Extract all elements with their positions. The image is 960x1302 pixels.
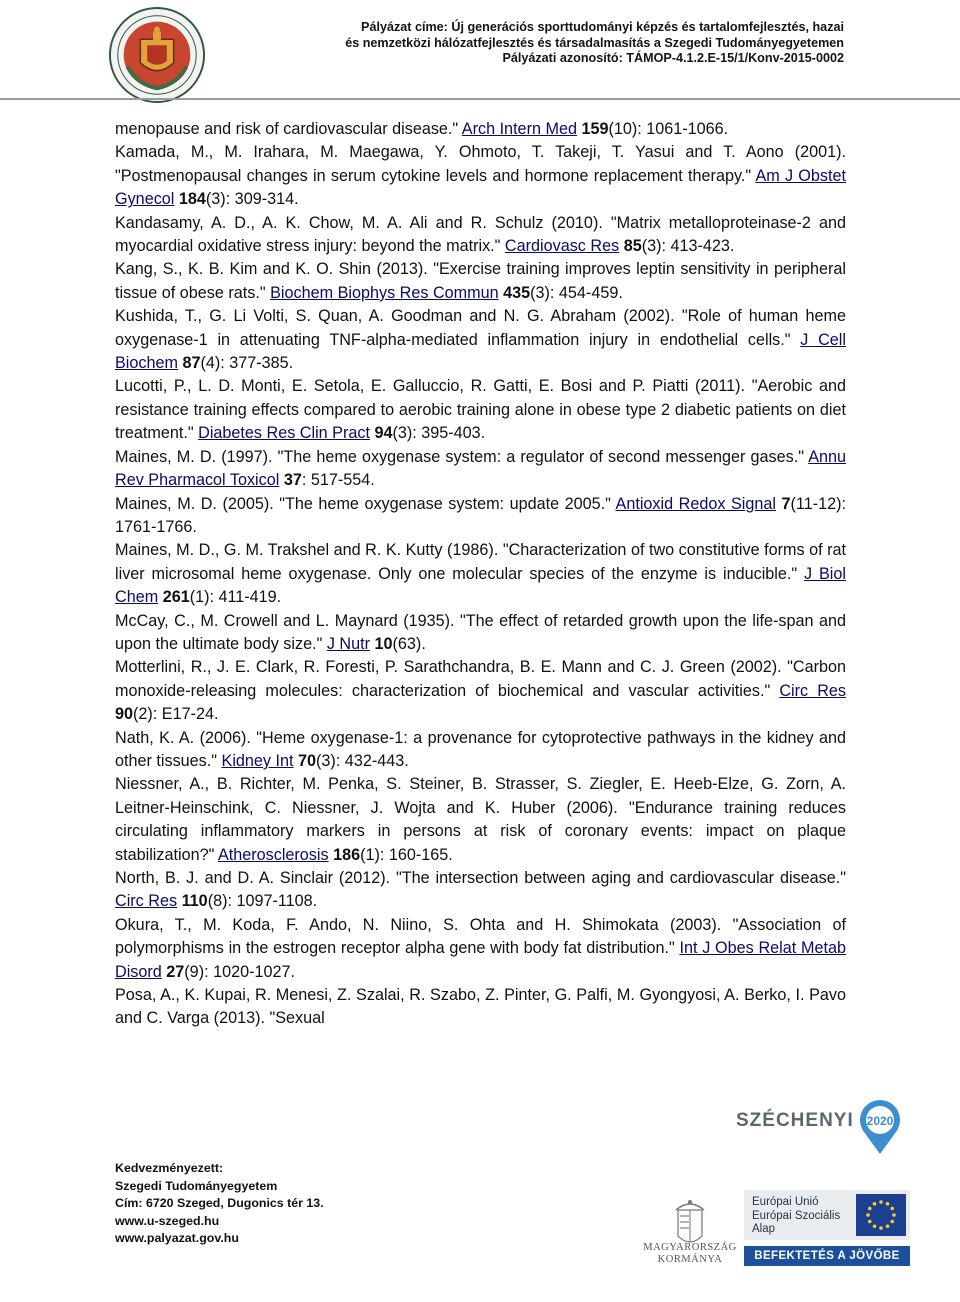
journal-link[interactable]: J Cell Biochem: [115, 330, 846, 373]
journal-link[interactable]: Diabetes Res Clin Pract: [198, 424, 370, 443]
header-divider: [0, 98, 960, 100]
volume-number: 186: [333, 845, 361, 864]
eu-star: [879, 1226, 883, 1230]
reference-text: Nath, K. A. (2006). "Heme oxygenase-1: a provenance for cytoprotective pathways in the kidney and other tissues.": [115, 728, 846, 770]
university-url[interactable]: www.u-szeged.hu: [115, 1213, 220, 1228]
volume-number: 70: [298, 751, 317, 770]
reference-item: [115, 773, 846, 867]
fund-label: Alap: [752, 1223, 776, 1235]
palyazat-url[interactable]: www.palyazat.gov.hu: [115, 1231, 239, 1246]
reference-list: [115, 118, 846, 1031]
reference-text: Motterlini, R., J. E. Clark, R. Foresti, P. Sarathchandra, B. E. Mann and C. J. Green (2002). "Carbon monoxide-releasing molecules: characterization of biochemical and vascular activities.": [115, 658, 846, 700]
journal-link[interactable]: Kidney Int: [221, 751, 294, 770]
reference-text: North, B. J. and D. A. Sinclair (2012). "The intersection between aging and cardiovascular disease.": [115, 869, 846, 887]
volume-number: 27: [166, 962, 185, 981]
journal-link[interactable]: Annu Rev Pharmacol Toxicol: [115, 447, 846, 490]
eu-star: [890, 1220, 894, 1224]
reference-item: [115, 539, 846, 609]
eu-star: [892, 1213, 896, 1217]
reference-item: [115, 610, 846, 657]
project-id: Pályázati azonosító: TÁMOP-4.1.2.E-15/1/Konv-2015-0002: [502, 51, 844, 66]
reference-item: [115, 446, 846, 493]
reference-text: (3): 454-459.: [530, 283, 623, 302]
reference-text: (3): 309-314.: [205, 190, 299, 209]
reference-item: [115, 305, 846, 375]
szechenyi-2020-logo: [736, 1100, 908, 1164]
reference-text: Maines, M. D. (2005). "The heme oxygenase system: update 2005.": [115, 494, 616, 513]
volume-number: 94: [374, 424, 393, 443]
reference-text: (3): 432-443.: [316, 751, 409, 770]
reference-item: [115, 727, 846, 774]
volume-number: 87: [182, 354, 201, 373]
volume-number: 435: [503, 283, 531, 302]
reference-item: [115, 984, 846, 1031]
beneficiary-info: [115, 1160, 324, 1248]
volume-number: 184: [178, 190, 206, 209]
reference-text: (1): 160-165.: [360, 845, 453, 864]
volume-number: 7: [781, 494, 791, 513]
eu-flag-icon: [856, 1194, 906, 1236]
eu-star: [890, 1207, 894, 1211]
eu-star: [873, 1202, 877, 1206]
government-label-line-1: MAGYARORSZÁG: [643, 1242, 737, 1253]
szechenyi-pin-icon: [856, 1098, 904, 1156]
volume-number: 85: [623, 237, 642, 256]
eu-star: [879, 1200, 883, 1204]
eu-fund-logo: [744, 1190, 910, 1240]
eu-star: [873, 1224, 877, 1228]
beneficiary-label: Kedvezményezett:: [115, 1161, 224, 1175]
reference-text: menopause and risk of cardiovascular disease.": [115, 120, 462, 138]
journal-link[interactable]: Am J Obstet Gynecol: [115, 166, 846, 209]
government-label-line-2: KORMÁNYA: [657, 1254, 723, 1265]
eu-star: [886, 1224, 890, 1228]
volume-number: 37: [283, 471, 302, 490]
beneficiary-name: Szegedi Tudományegyetem: [115, 1178, 278, 1193]
reference-text: Maines, M. D., G. M. Trakshel and R. K. Kutty (1986). "Characterization of two constitutive forms of rat liver microsomal heme oxygenase. Only one molecular species of the enzyme is inducible.": [115, 541, 846, 583]
journal-link[interactable]: J Nutr: [326, 634, 371, 653]
reference-item: [115, 656, 846, 726]
government-label: [640, 1242, 740, 1266]
project-title-line-2: és nemzetközi hálózatfejlesztés és társadalmasítás a Szegedi Tudományegyetemen: [345, 35, 844, 50]
project-info: [345, 20, 844, 67]
volume-number: 110: [181, 892, 208, 911]
reference-text: Posa, A., K. Kupai, R. Menesi, Z. Szalai, R. Szabo, Z. Pinter, G. Palfi, M. Gyongyosi, A. Berko, I. Pavo and C. Varga (2013). "Sexual: [115, 986, 846, 1028]
page-header: [0, 0, 960, 100]
journal-link[interactable]: Biochem Biophys Res Commun: [270, 283, 499, 302]
eu-star: [866, 1213, 870, 1217]
journal-link[interactable]: Cardiovasc Res: [504, 237, 620, 256]
volume-number: 90: [115, 705, 134, 724]
reference-text: (3): 413-423.: [641, 237, 735, 256]
journal-link[interactable]: Circ Res: [115, 892, 178, 911]
reference-text: Kamada, M., M. Irahara, M. Maegawa, Y. Ohmoto, T. Takeji, T. Yasui and T. Aono (2001). "Postmenopausal changes in serum cytokine levels and hormone replacement therapy.": [115, 143, 846, 185]
reference-text: (2): E17-24.: [133, 705, 219, 724]
eu-star: [868, 1207, 872, 1211]
reference-item: [115, 258, 846, 305]
reference-text: (10): 1061-1066.: [608, 120, 729, 138]
reference-text: (63).: [392, 634, 426, 653]
reference-item: [115, 493, 846, 540]
university-seal-icon: [108, 6, 206, 104]
reference-text: Kushida, T., G. Li Volti, S. Quan, A. Goodman and N. G. Abraham (2002). "Role of human heme oxygenase-1 in attenuating TNF-alpha-mediated inflammation injury in endothelial cells.": [115, 307, 846, 349]
eu-star: [886, 1202, 890, 1206]
beneficiary-address: Cím: 6720 Szeged, Dugonics tér 13.: [115, 1196, 324, 1211]
volume-number: 159: [581, 120, 609, 138]
eu-star: [868, 1220, 872, 1224]
reference-text: Kandasamy, A. D., A. K. Chow, M. A. Ali and R. Schulz (2010). "Matrix metalloproteinase-2 and myocardial oxidative stress injury: beyond the matrix.": [115, 213, 846, 256]
journal-link[interactable]: Antioxid Redox Signal: [615, 494, 776, 513]
reference-item: [115, 141, 846, 211]
journal-link[interactable]: Int J Obes Relat Metab Disord: [115, 939, 846, 981]
journal-link[interactable]: Arch Intern Med: [461, 120, 577, 138]
project-title-line-1: Pályázat címe: Új generációs sporttudományi képzés és tartalomfejlesztés, hazai: [361, 20, 844, 34]
eu-label: Európai Unió: [752, 1196, 819, 1208]
eu-fund-text: [752, 1196, 840, 1237]
reference-text: (11-12): 1761-1766.: [115, 494, 846, 536]
reference-item: [115, 867, 846, 914]
reference-text: Maines, M. D. (1997). "The heme oxygenase system: a regulator of second messenger gases.": [115, 447, 809, 466]
journal-link[interactable]: Atherosclerosis: [217, 845, 329, 864]
reference-text: Kang, S., K. B. Kim and K. O. Shin (2013). "Exercise training improves leptin sensitivity in peripheral tissue of obese rats.": [115, 260, 846, 302]
invest-in-future-banner: BEFEKTETÉS A JÖVŐBE: [744, 1246, 910, 1266]
reference-text: Lucotti, P., L. D. Monti, E. Setola, E. Galluccio, R. Gatti, E. Bosi and P. Piatti (2011). "Aerobic and resistance training effects compared to aerobic training alone in obese type 2 diabetic patients on diet treatment.": [115, 377, 846, 443]
reference-item: [115, 118, 846, 141]
reference-text: (1): 411-419.: [189, 588, 282, 607]
volume-number: 10: [374, 634, 393, 653]
reference-item: [115, 914, 846, 984]
reference-item: [115, 212, 846, 259]
szechenyi-wordmark: SZÉCHENYI: [736, 1110, 854, 1131]
reference-text: Okura, T., M. Koda, F. Ando, N. Niino, S. Ohta and H. Shimokata (2003). "Association of polymorphisms in the estrogen receptor alpha gene with body fat distribution.": [115, 915, 846, 958]
reference-text: (9): 1020-1027.: [184, 962, 295, 981]
reference-text: (3): 395-403.: [392, 424, 486, 443]
reference-text: (8): 1097-1108.: [207, 892, 318, 911]
volume-number: 261: [162, 588, 190, 607]
reference-text: (4): 377-385.: [200, 354, 294, 373]
journal-link[interactable]: J Biol Chem: [115, 564, 846, 607]
esf-label: Európai Szociális: [752, 1209, 841, 1222]
reference-text: McCay, C., M. Crowell and L. Maynard (1935). "The effect of retarded growth upon the life-span and upon the ultimate body size.": [115, 611, 846, 653]
szechenyi-year: 2020: [866, 1114, 894, 1128]
reference-text: Niessner, A., B. Richter, M. Penka, S. Steiner, B. Strasser, S. Ziegler, E. Heeb-Elze, G. Zorn, A. Leitner-Heinschink, C. Niessner, J. Wojta and K. Huber (2006). "Endurance training reduces circulating inflammatory markers in persons at risk of coronary events: impact on plaque stabilization?": [115, 775, 846, 864]
journal-link[interactable]: Circ Res: [779, 681, 846, 700]
reference-item: [115, 375, 846, 445]
reference-text: : 517-554.: [301, 471, 375, 490]
